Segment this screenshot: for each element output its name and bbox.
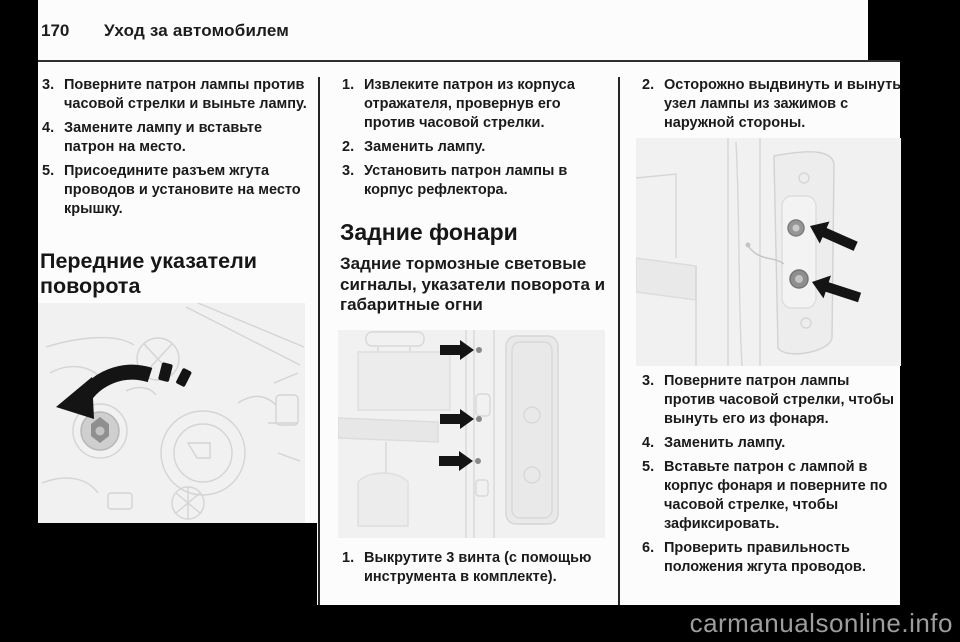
step-text: Вставьте патрон с лампой в корпус фонаря и поверните по часовой стрелке, чтобы зафиксировать. xyxy=(664,459,888,532)
rear-light-screws-illustration xyxy=(338,330,605,538)
list-item xyxy=(342,138,608,157)
chapter-title: Уход за автомобилем xyxy=(104,21,290,40)
rear-interior-pillar-drawing xyxy=(338,330,605,538)
step-number: 5. xyxy=(42,163,55,179)
column1-step-list xyxy=(42,76,310,219)
bulb-socket xyxy=(81,412,119,450)
column3-step-list xyxy=(642,372,902,577)
step-number: 1. xyxy=(342,550,355,566)
column2-step-list-below-figure xyxy=(342,549,608,587)
step-text: Замените лампу и вставьте патрон на место. xyxy=(64,120,263,155)
step-text: Проверить правильность положения жгута проводов. xyxy=(664,540,866,575)
column3-step-list-top xyxy=(642,76,902,133)
tail-light-open-housing-drawing xyxy=(636,138,901,366)
step-number: 4. xyxy=(642,435,655,451)
site-watermark: carmanualsonline.info xyxy=(689,608,953,638)
step-text: Извлеките патрон из корпуса отражателя, провернув его против часовой стрелки. xyxy=(364,77,575,131)
step-text: Выкрутите 3 винта (с помощью инструмента в комплекте). xyxy=(364,550,592,585)
list-item xyxy=(342,76,608,133)
step-number: 3. xyxy=(42,77,55,93)
column-divider-2 xyxy=(618,77,620,605)
list-item xyxy=(642,434,902,453)
step-text: Заменить лампу. xyxy=(664,435,786,451)
list-item xyxy=(342,549,608,587)
list-item xyxy=(642,76,902,133)
step-number: 3. xyxy=(642,373,655,389)
column-divider-1 xyxy=(318,77,320,605)
step-text: Поверните патрон лампы против часовой стрелки, чтобы вынуть его из фонаря. xyxy=(664,373,895,427)
rear-light-sockets-illustration xyxy=(636,138,901,366)
step-text: Поверните патрон лампы против часовой стрелки и выньте лампу. xyxy=(64,77,307,112)
step-text: Заменить лампу. xyxy=(364,139,486,155)
step-number: 3. xyxy=(342,163,355,179)
step-number: 4. xyxy=(42,120,55,136)
list-item xyxy=(42,76,310,114)
list-item xyxy=(42,119,310,157)
subsection-heading-rear-brake-turn-position-lights: Задние тормозные световые сигналы, указатели поворота и габаритные огни xyxy=(340,254,606,314)
list-item xyxy=(342,162,608,200)
step-number: 6. xyxy=(642,540,655,556)
step-number: 2. xyxy=(342,139,355,155)
list-item xyxy=(42,162,310,219)
step-number: 1. xyxy=(342,77,355,93)
headlight-rear-view-drawing xyxy=(38,303,305,523)
page-number: 170 xyxy=(41,21,70,40)
section-heading-rear-lights: Задние фонари xyxy=(340,219,518,245)
step-text: Установить патрон лампы в корпус рефлектора. xyxy=(364,163,568,198)
list-item xyxy=(642,539,902,577)
section-heading-front-turn-signals: Передние указатели поворота xyxy=(40,249,257,298)
step-text: Присоедините разъем жгута проводов и установите на место крышку. xyxy=(64,163,301,217)
front-turn-signal-illustration xyxy=(38,303,305,523)
list-item xyxy=(642,458,902,534)
column2-step-list xyxy=(342,76,608,200)
list-item xyxy=(642,372,902,429)
left-column-empty-area xyxy=(38,523,317,605)
step-text: Осторожно выдвинуть и вынуть узел лампы из зажимов с наружной стороны. xyxy=(664,77,902,131)
step-number: 5. xyxy=(642,459,655,475)
header-rule xyxy=(38,60,900,62)
step-number: 2. xyxy=(642,77,655,93)
